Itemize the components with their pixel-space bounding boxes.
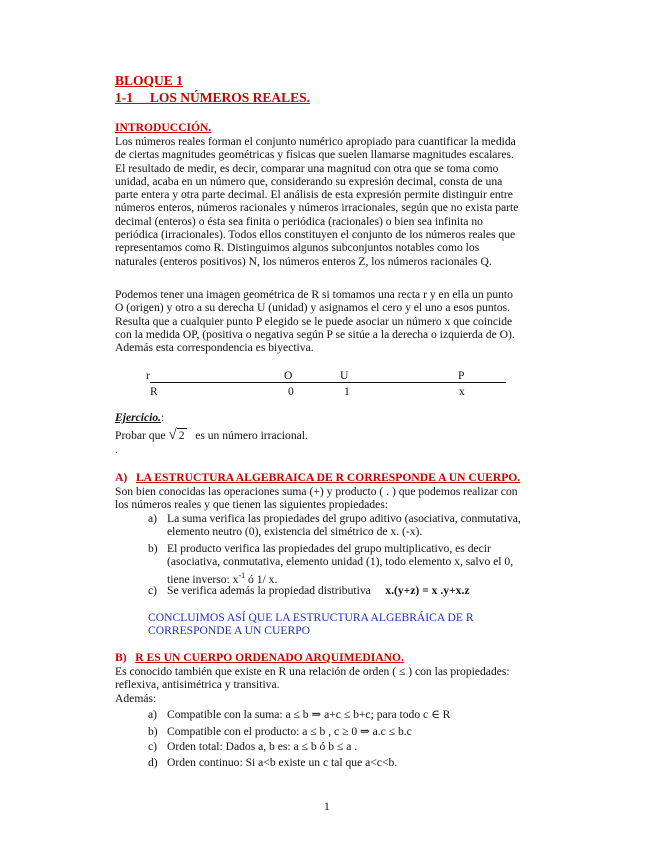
exercise-text-before: Probar que bbox=[115, 429, 166, 442]
paragraph-line: unidad, acaba en un número que, considerando su expresión decimal, consta de una bbox=[115, 174, 503, 188]
line-value-one: 1 bbox=[344, 385, 350, 398]
paragraph-line: reflexiva, antisimétrica y transitiva. bbox=[115, 678, 280, 692]
section-b-heading bbox=[115, 651, 404, 664]
line-label-u: U bbox=[340, 369, 349, 382]
paragraph-line: números enteros, números racionales y números irracionales, según que no exista parte bbox=[115, 201, 519, 215]
block-title: BLOQUE 1 bbox=[115, 73, 183, 88]
radical-sign: √ bbox=[168, 427, 177, 443]
order-property: Compatible con la suma: a ≤ b ⇒ a+c ≤ b+c; para todo c ∈ R bbox=[167, 708, 451, 721]
exercise-heading bbox=[115, 411, 164, 424]
list-item bbox=[167, 584, 470, 597]
section-b-intro bbox=[115, 665, 545, 705]
list-item bbox=[167, 512, 521, 539]
page-number: 1 bbox=[324, 800, 330, 813]
inverse-exponent: -1 bbox=[238, 570, 246, 580]
section-b-title: R ES UN CUERPO ORDENADO ARQUIMEDIANO. bbox=[135, 651, 404, 664]
order-property: Compatible con el producto: a ≤ b , c ≥ 0 ⇒ a.c ≤ b.c bbox=[167, 725, 412, 738]
line-label-r: r bbox=[146, 369, 150, 382]
exercise-dot: . bbox=[115, 443, 118, 456]
paragraph-line: Es conocido también que existe en R una relación de orden ( ≤ ) con las propiedades: bbox=[115, 665, 510, 678]
line-value-zero: 0 bbox=[288, 385, 294, 398]
paragraph-line: Podemos tener una imagen geométrica de R si tomamos una recta r y en ella un punto bbox=[115, 288, 513, 301]
exercise-text-after: es un número irracional. bbox=[195, 429, 308, 442]
paragraph-line: O (origen) y otro a su derecha U (unidad) y asignamos el cero y el uno a esos puntos. bbox=[115, 301, 511, 315]
section-title: 1-1 LOS NÚMEROS REALES. bbox=[115, 90, 311, 105]
line-label-o: O bbox=[284, 369, 293, 382]
item-marker: a) bbox=[148, 512, 158, 525]
paragraph-line: Además esta correspondencia es biyectiva. bbox=[115, 341, 314, 355]
order-property: Orden continuo: Si a<b existe un c tal que a<c<b. bbox=[167, 756, 398, 769]
exercise-colon: : bbox=[161, 411, 165, 424]
item-line: elemento neutro (0), existencia del simétrico de x. (-x). bbox=[167, 525, 423, 539]
intro-paragraph bbox=[115, 135, 545, 268]
paragraph-line: decimal (enteros) o ésta sea finita o periódica (racionales) o bien sea infinita no bbox=[115, 214, 483, 228]
line-value-x: x bbox=[459, 385, 465, 398]
inverse-label: tiene inverso: x bbox=[167, 572, 239, 586]
item-line: Se verifica además la propiedad distributiva bbox=[167, 584, 371, 597]
item-marker: a) bbox=[148, 708, 158, 721]
paragraph-line: Además: bbox=[115, 691, 157, 705]
paragraph-line: El resultado de medir, es decir, comparar una magnitud con otra que se toma como bbox=[115, 161, 499, 175]
paragraph-line: los números reales y que tienen las siguientes propiedades: bbox=[115, 498, 389, 512]
list-item bbox=[167, 542, 513, 586]
paragraph-line: naturales (enteros positivos) N, los números enteros Z, los números racionales Q. bbox=[115, 254, 492, 268]
section-a-heading bbox=[115, 471, 520, 484]
square-root bbox=[168, 429, 186, 442]
inverse-rest: ó 1/ x. bbox=[245, 572, 278, 586]
item-line: (asociativa, conmutativa, elemento unidad (1), todo elemento x, salvo el 0, bbox=[167, 555, 514, 569]
item-marker: d) bbox=[148, 756, 158, 769]
distributive-formula: x.(y+z) = x .y+x.z bbox=[385, 584, 470, 597]
paragraph-line: Los números reales forman el conjunto numérico apropiado para cuantificar la medida bbox=[115, 135, 516, 148]
item-marker: c) bbox=[148, 740, 158, 753]
section-a-title: LA ESTRUCTURA ALGEBRAICA DE R CORRESPONDE A UN CUERPO. bbox=[135, 471, 521, 484]
section-b-marker: B) bbox=[115, 651, 127, 664]
conclusion-box bbox=[148, 611, 474, 638]
paragraph-line: parte entera y otra parte decimal. El análisis de esta expresión permite distinguir entre bbox=[115, 188, 513, 202]
item-marker: c) bbox=[148, 584, 158, 597]
conclusion-line: CONCLUIMOS ASÍ QUE LA ESTRUCTURA ALGEBRÁICA DE R bbox=[148, 611, 474, 624]
section-a-intro bbox=[115, 485, 545, 512]
paragraph-line: de ciertas magnitudes geométricas y físicas que suelen llamarse magnitudes escalares. bbox=[115, 148, 514, 162]
radicand: 2 bbox=[178, 429, 185, 442]
order-property: Orden total: Dados a, b es: a ≤ b ó b ≤ a . bbox=[167, 740, 358, 753]
paragraph-line: periódica (irracionales). Todos ellos constituyen el conjunto de los números reales que bbox=[115, 228, 516, 242]
item-marker: b) bbox=[148, 542, 158, 555]
exercise-text bbox=[115, 429, 308, 442]
number-line-rule bbox=[150, 382, 506, 383]
item-line: La suma verifica las propiedades del grupo aditivo (asociativa, conmutativa, bbox=[167, 512, 521, 525]
section-a-marker: A) bbox=[115, 471, 128, 484]
paragraph-line: Resulta que a cualquier punto P elegido se le puede asociar un número x que coincide bbox=[115, 314, 513, 328]
item-line: El producto verifica las propiedades del grupo multiplicativo, es decir bbox=[167, 542, 491, 555]
geometric-paragraph bbox=[115, 288, 545, 354]
line-label-real: R bbox=[150, 385, 158, 398]
conclusion-line: CORRESPONDE A UN CUERPO bbox=[148, 624, 311, 638]
line-label-p: P bbox=[458, 369, 465, 382]
item-marker: b) bbox=[148, 725, 158, 738]
paragraph-line: Son bien conocidas las operaciones suma (+) y producto ( . ) que podemos realizar con bbox=[115, 485, 518, 498]
exercise-title: Ejercicio. bbox=[115, 411, 162, 424]
paragraph-line: con la medida OP, (positiva o negativa según P se sitúe a la derecha o izquierda de O). bbox=[115, 327, 515, 341]
paragraph-line: representamos como R. Distinguimos algunos subconjuntos notables como los bbox=[115, 241, 480, 255]
intro-title: INTRODUCCIÓN. bbox=[115, 121, 212, 134]
